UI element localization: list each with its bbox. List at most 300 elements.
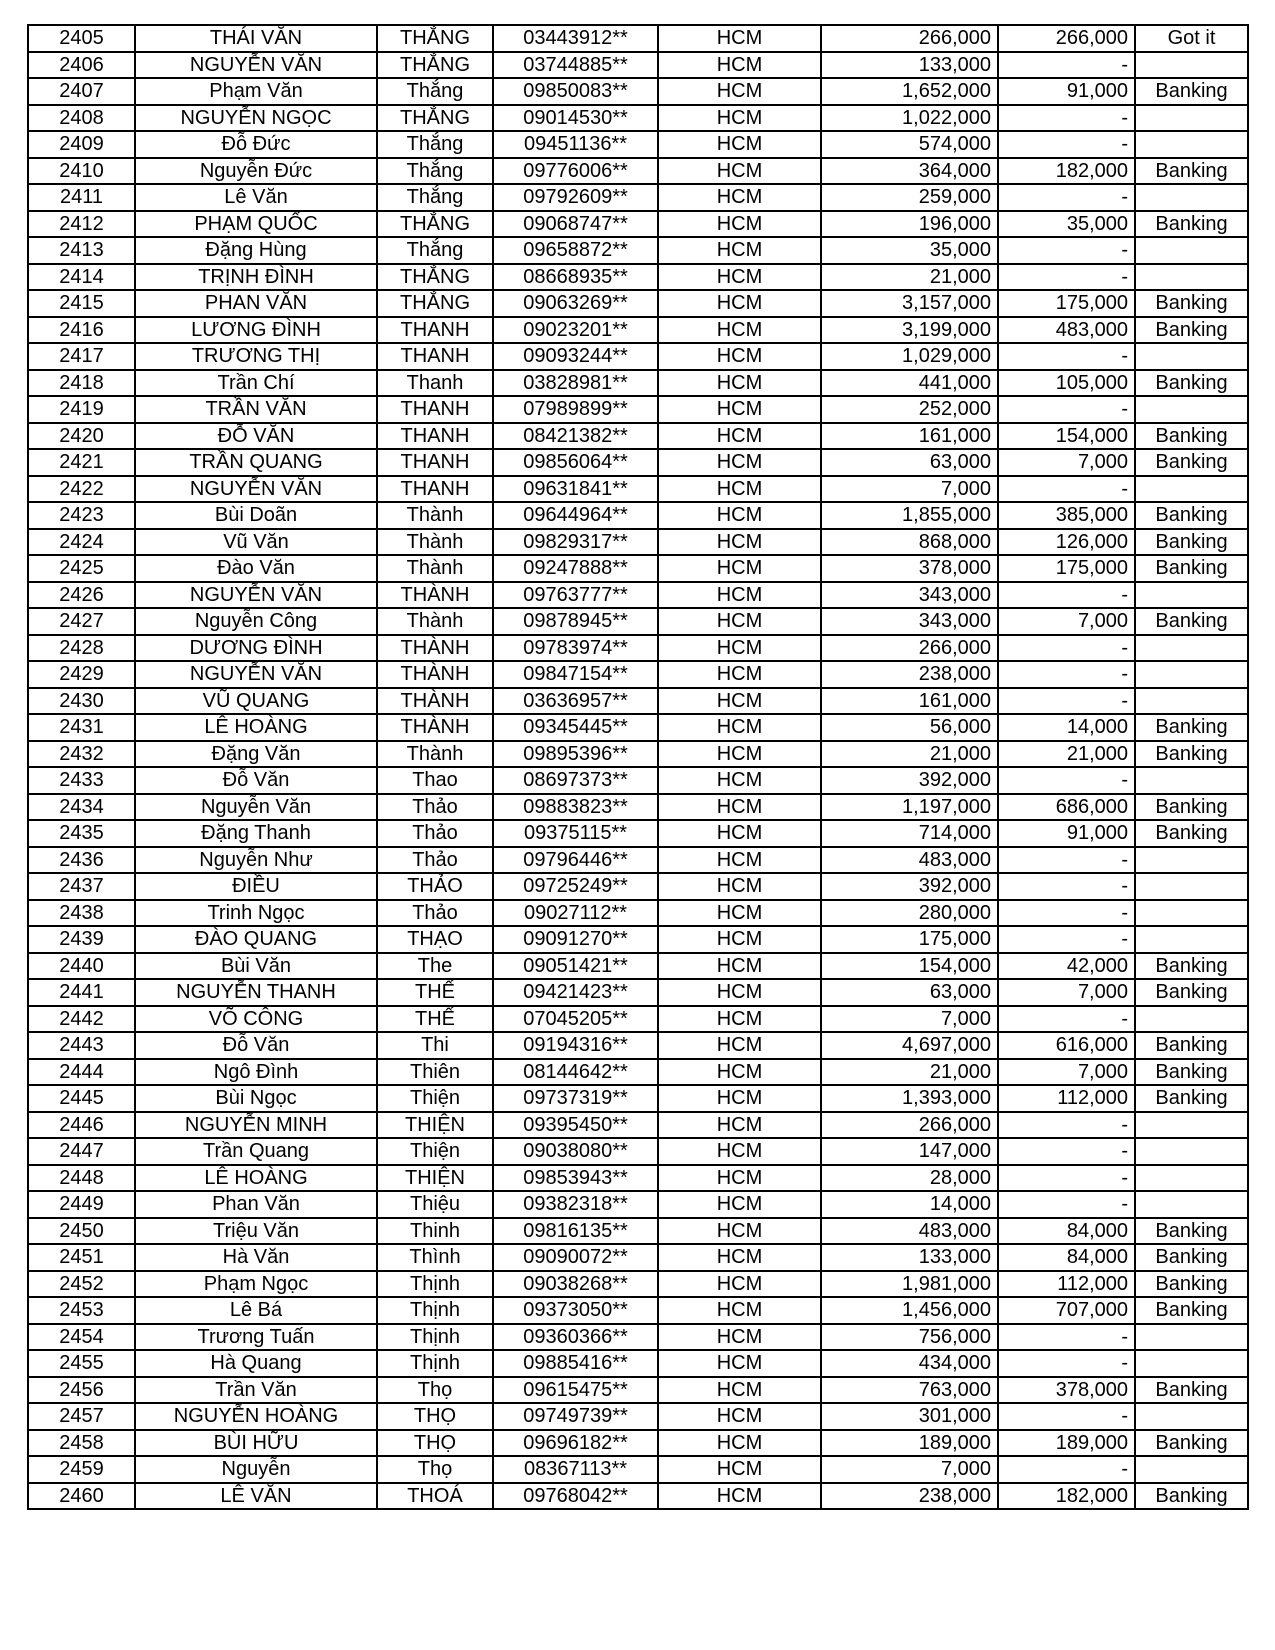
record-number: 2410 <box>28 158 135 185</box>
given-name-cell: THẮNG <box>377 52 493 79</box>
amount-cell: 4,697,000 <box>821 1032 998 1059</box>
surname-cell: Trần Văn <box>135 1377 377 1404</box>
phone-cell: 09091270** <box>493 926 658 953</box>
phone-cell: 09644964** <box>493 502 658 529</box>
paid-cell: 175,000 <box>998 290 1135 317</box>
table-row <box>28 317 1248 344</box>
city-cell: HCM <box>658 370 821 397</box>
surname-cell: TRƯƠNG THỊ <box>135 343 377 370</box>
payment-method-cell <box>1135 873 1248 900</box>
paid-cell: - <box>998 582 1135 609</box>
surname-cell: NGUYỄN MINH <box>135 1112 377 1139</box>
paid-cell: 112,000 <box>998 1085 1135 1112</box>
surname-cell: Phạm Ngọc <box>135 1271 377 1298</box>
surname-cell: TRỊNH ĐÌNH <box>135 264 377 291</box>
surname-cell: Đỗ Văn <box>135 1032 377 1059</box>
record-number: 2439 <box>28 926 135 953</box>
paid-cell: 154,000 <box>998 423 1135 450</box>
payment-method-cell <box>1135 900 1248 927</box>
amount-cell: 7,000 <box>821 476 998 503</box>
phone-cell: 09014530** <box>493 105 658 132</box>
record-number: 2427 <box>28 608 135 635</box>
phone-cell: 09093244** <box>493 343 658 370</box>
table-row <box>28 502 1248 529</box>
phone-cell: 09382318** <box>493 1191 658 1218</box>
paid-cell: - <box>998 52 1135 79</box>
record-number: 2449 <box>28 1191 135 1218</box>
payment-method-cell: Banking <box>1135 529 1248 556</box>
paid-cell: 7,000 <box>998 979 1135 1006</box>
table-row <box>28 1430 1248 1457</box>
payment-method-cell: Banking <box>1135 449 1248 476</box>
surname-cell: LÊ VĂN <box>135 1483 377 1510</box>
phone-cell: 09792609** <box>493 184 658 211</box>
table-row <box>28 158 1248 185</box>
surname-cell: Đặng Văn <box>135 741 377 768</box>
amount-cell: 3,157,000 <box>821 290 998 317</box>
city-cell: HCM <box>658 900 821 927</box>
payment-method-cell <box>1135 661 1248 688</box>
table-row <box>28 1297 1248 1324</box>
record-number: 2409 <box>28 131 135 158</box>
record-number: 2438 <box>28 900 135 927</box>
city-cell: HCM <box>658 979 821 1006</box>
surname-cell: ĐÀO QUANG <box>135 926 377 953</box>
payment-method-cell <box>1135 767 1248 794</box>
table-row <box>28 1456 1248 1483</box>
surname-cell: NGUYỄN VĂN <box>135 661 377 688</box>
amount-cell: 763,000 <box>821 1377 998 1404</box>
surname-cell: ĐIỀU <box>135 873 377 900</box>
surname-cell: Ngô Đình <box>135 1059 377 1086</box>
given-name-cell: THIỆN <box>377 1112 493 1139</box>
record-number: 2413 <box>28 237 135 264</box>
amount-cell: 21,000 <box>821 741 998 768</box>
surname-cell: Trần Quang <box>135 1138 377 1165</box>
amount-cell: 343,000 <box>821 608 998 635</box>
paid-cell: - <box>998 131 1135 158</box>
surname-cell: ĐỖ VĂN <box>135 423 377 450</box>
amount-cell: 364,000 <box>821 158 998 185</box>
paid-cell: - <box>998 1191 1135 1218</box>
table-row <box>28 1112 1248 1139</box>
surname-cell: Trinh Ngọc <box>135 900 377 927</box>
paid-cell: - <box>998 1324 1135 1351</box>
surname-cell: Triệu Văn <box>135 1218 377 1245</box>
phone-cell: 08367113** <box>493 1456 658 1483</box>
table-row <box>28 1244 1248 1271</box>
paid-cell: 35,000 <box>998 211 1135 238</box>
given-name-cell: THANH <box>377 396 493 423</box>
table-row <box>28 105 1248 132</box>
city-cell: HCM <box>658 1403 821 1430</box>
surname-cell: LÊ HOÀNG <box>135 1165 377 1192</box>
city-cell: HCM <box>658 635 821 662</box>
city-cell: HCM <box>658 767 821 794</box>
city-cell: HCM <box>658 608 821 635</box>
phone-cell: 09063269** <box>493 290 658 317</box>
paid-cell: - <box>998 635 1135 662</box>
surname-cell: NGUYỄN NGỌC <box>135 105 377 132</box>
given-name-cell: THẮNG <box>377 290 493 317</box>
given-name-cell: Thiệu <box>377 1191 493 1218</box>
record-number: 2407 <box>28 78 135 105</box>
table-row <box>28 1403 1248 1430</box>
phone-cell: 09816135** <box>493 1218 658 1245</box>
given-name-cell: Thiên <box>377 1059 493 1086</box>
paid-cell: - <box>998 1138 1135 1165</box>
surname-cell: TRẦN VĂN <box>135 396 377 423</box>
paid-cell: 91,000 <box>998 78 1135 105</box>
payment-method-cell <box>1135 1350 1248 1377</box>
amount-cell: 378,000 <box>821 555 998 582</box>
amount-cell: 133,000 <box>821 52 998 79</box>
phone-cell: 09776006** <box>493 158 658 185</box>
amount-cell: 147,000 <box>821 1138 998 1165</box>
table-row <box>28 555 1248 582</box>
amount-cell: 189,000 <box>821 1430 998 1457</box>
amount-cell: 133,000 <box>821 1244 998 1271</box>
amount-cell: 1,197,000 <box>821 794 998 821</box>
table-row <box>28 529 1248 556</box>
city-cell: HCM <box>658 1218 821 1245</box>
record-number: 2452 <box>28 1271 135 1298</box>
payment-method-cell <box>1135 184 1248 211</box>
amount-cell: 434,000 <box>821 1350 998 1377</box>
table-row <box>28 423 1248 450</box>
city-cell: HCM <box>658 1297 821 1324</box>
surname-cell: LƯƠNG ĐÌNH <box>135 317 377 344</box>
amount-cell: 7,000 <box>821 1006 998 1033</box>
city-cell: HCM <box>658 1032 821 1059</box>
given-name-cell: Thảo <box>377 820 493 847</box>
surname-cell: Vũ Văn <box>135 529 377 556</box>
record-number: 2446 <box>28 1112 135 1139</box>
surname-cell: Hà Quang <box>135 1350 377 1377</box>
city-cell: HCM <box>658 926 821 953</box>
amount-cell: 441,000 <box>821 370 998 397</box>
table-row <box>28 714 1248 741</box>
surname-cell: TRẦN QUANG <box>135 449 377 476</box>
payment-method-cell <box>1135 847 1248 874</box>
paid-cell: 189,000 <box>998 1430 1135 1457</box>
city-cell: HCM <box>658 794 821 821</box>
given-name-cell: Thảo <box>377 900 493 927</box>
amount-cell: 1,393,000 <box>821 1085 998 1112</box>
surname-cell: Nguyễn <box>135 1456 377 1483</box>
payment-method-cell <box>1135 635 1248 662</box>
table-row <box>28 635 1248 662</box>
surname-cell: Đỗ Đức <box>135 131 377 158</box>
city-cell: HCM <box>658 1456 821 1483</box>
city-cell: HCM <box>658 820 821 847</box>
record-number: 2416 <box>28 317 135 344</box>
paid-cell: - <box>998 688 1135 715</box>
city-cell: HCM <box>658 78 821 105</box>
given-name-cell: THẮNG <box>377 264 493 291</box>
payment-method-cell <box>1135 1191 1248 1218</box>
amount-cell: 483,000 <box>821 847 998 874</box>
paid-cell: 42,000 <box>998 953 1135 980</box>
city-cell: HCM <box>658 1483 821 1510</box>
paid-cell: 707,000 <box>998 1297 1135 1324</box>
given-name-cell: Thắng <box>377 158 493 185</box>
record-number: 2433 <box>28 767 135 794</box>
table-row <box>28 396 1248 423</box>
payment-method-cell: Banking <box>1135 158 1248 185</box>
record-number: 2460 <box>28 1483 135 1510</box>
surname-cell: BÙI HỮU <box>135 1430 377 1457</box>
record-number: 2444 <box>28 1059 135 1086</box>
amount-cell: 7,000 <box>821 1456 998 1483</box>
payment-method-cell: Banking <box>1135 555 1248 582</box>
payment-method-cell: Banking <box>1135 502 1248 529</box>
phone-cell: 09451136** <box>493 131 658 158</box>
paid-cell: - <box>998 900 1135 927</box>
surname-cell: Nguyễn Văn <box>135 794 377 821</box>
surname-cell: Bùi Doãn <box>135 502 377 529</box>
payment-method-cell: Got it <box>1135 25 1248 52</box>
city-cell: HCM <box>658 1112 821 1139</box>
given-name-cell: THANH <box>377 343 493 370</box>
amount-cell: 238,000 <box>821 661 998 688</box>
amount-cell: 63,000 <box>821 449 998 476</box>
payment-method-cell <box>1135 343 1248 370</box>
paid-cell: 378,000 <box>998 1377 1135 1404</box>
city-cell: HCM <box>658 423 821 450</box>
table-row <box>28 78 1248 105</box>
payment-method-cell: Banking <box>1135 608 1248 635</box>
table-row <box>28 1165 1248 1192</box>
payment-method-cell <box>1135 582 1248 609</box>
paid-cell: 385,000 <box>998 502 1135 529</box>
given-name-cell: Thình <box>377 1244 493 1271</box>
table-row <box>28 688 1248 715</box>
given-name-cell: Thành <box>377 608 493 635</box>
table-row <box>28 953 1248 980</box>
surname-cell: Lê Bá <box>135 1297 377 1324</box>
payment-method-cell: Banking <box>1135 1430 1248 1457</box>
amount-cell: 154,000 <box>821 953 998 980</box>
amount-cell: 714,000 <box>821 820 998 847</box>
paid-cell: 266,000 <box>998 25 1135 52</box>
amount-cell: 56,000 <box>821 714 998 741</box>
city-cell: HCM <box>658 873 821 900</box>
phone-cell: 03443912** <box>493 25 658 52</box>
table-row <box>28 52 1248 79</box>
given-name-cell: Thành <box>377 555 493 582</box>
amount-cell: 266,000 <box>821 25 998 52</box>
given-name-cell: THANH <box>377 423 493 450</box>
paid-cell: - <box>998 1350 1135 1377</box>
record-number: 2455 <box>28 1350 135 1377</box>
surname-cell: Đặng Hùng <box>135 237 377 264</box>
phone-cell: 08421382** <box>493 423 658 450</box>
given-name-cell: THANH <box>377 476 493 503</box>
surname-cell: NGUYỄN VĂN <box>135 52 377 79</box>
given-name-cell: THÀNH <box>377 714 493 741</box>
given-name-cell: Thắng <box>377 78 493 105</box>
city-cell: HCM <box>658 1350 821 1377</box>
given-name-cell: THIỆN <box>377 1165 493 1192</box>
city-cell: HCM <box>658 502 821 529</box>
table-row <box>28 264 1248 291</box>
surname-cell: Đỗ Văn <box>135 767 377 794</box>
amount-cell: 259,000 <box>821 184 998 211</box>
city-cell: HCM <box>658 1244 821 1271</box>
given-name-cell: Thảo <box>377 794 493 821</box>
phone-cell: 09856064** <box>493 449 658 476</box>
given-name-cell: Thinh <box>377 1218 493 1245</box>
payment-method-cell <box>1135 237 1248 264</box>
payment-method-cell <box>1135 926 1248 953</box>
phone-cell: 09023201** <box>493 317 658 344</box>
payment-method-cell <box>1135 396 1248 423</box>
phone-cell: 09421423** <box>493 979 658 1006</box>
surname-cell: Phạm Văn <box>135 78 377 105</box>
record-number: 2418 <box>28 370 135 397</box>
record-number: 2440 <box>28 953 135 980</box>
record-number: 2454 <box>28 1324 135 1351</box>
phone-cell: 09749739** <box>493 1403 658 1430</box>
given-name-cell: THÀNH <box>377 582 493 609</box>
paid-cell: 21,000 <box>998 741 1135 768</box>
paid-cell: 14,000 <box>998 714 1135 741</box>
paid-cell: - <box>998 105 1135 132</box>
given-name-cell: Thiện <box>377 1085 493 1112</box>
paid-cell: 7,000 <box>998 608 1135 635</box>
phone-cell: 09878945** <box>493 608 658 635</box>
table-row <box>28 211 1248 238</box>
surname-cell: NGUYỄN VĂN <box>135 582 377 609</box>
table-row <box>28 1059 1248 1086</box>
payment-method-cell: Banking <box>1135 794 1248 821</box>
given-name-cell: THẮNG <box>377 211 493 238</box>
city-cell: HCM <box>658 661 821 688</box>
amount-cell: 1,855,000 <box>821 502 998 529</box>
phone-cell: 09763777** <box>493 582 658 609</box>
record-number: 2415 <box>28 290 135 317</box>
amount-cell: 252,000 <box>821 396 998 423</box>
amount-cell: 1,981,000 <box>821 1271 998 1298</box>
given-name-cell: Thảo <box>377 847 493 874</box>
amount-cell: 28,000 <box>821 1165 998 1192</box>
paid-cell: 616,000 <box>998 1032 1135 1059</box>
record-number: 2421 <box>28 449 135 476</box>
phone-cell: 09395450** <box>493 1112 658 1139</box>
record-number: 2450 <box>28 1218 135 1245</box>
given-name-cell: THÀNH <box>377 688 493 715</box>
phone-cell: 09038080** <box>493 1138 658 1165</box>
amount-cell: 266,000 <box>821 635 998 662</box>
payment-method-cell: Banking <box>1135 741 1248 768</box>
amount-cell: 161,000 <box>821 423 998 450</box>
record-number: 2436 <box>28 847 135 874</box>
given-name-cell: Thịnh <box>377 1324 493 1351</box>
table-row <box>28 237 1248 264</box>
record-number: 2456 <box>28 1377 135 1404</box>
paid-cell: - <box>998 926 1135 953</box>
city-cell: HCM <box>658 290 821 317</box>
surname-cell: Lê Văn <box>135 184 377 211</box>
record-number: 2419 <box>28 396 135 423</box>
given-name-cell: THẠO <box>377 926 493 953</box>
given-name-cell: THẮNG <box>377 105 493 132</box>
payment-method-cell <box>1135 1165 1248 1192</box>
phone-cell: 09658872** <box>493 237 658 264</box>
city-cell: HCM <box>658 105 821 132</box>
phone-cell: 09885416** <box>493 1350 658 1377</box>
city-cell: HCM <box>658 396 821 423</box>
payment-method-cell <box>1135 476 1248 503</box>
phone-cell: 09829317** <box>493 529 658 556</box>
phone-cell: 09345445** <box>493 714 658 741</box>
table-row <box>28 1218 1248 1245</box>
phone-cell: 08697373** <box>493 767 658 794</box>
table-row <box>28 582 1248 609</box>
given-name-cell: Thọ <box>377 1377 493 1404</box>
city-cell: HCM <box>658 529 821 556</box>
city-cell: HCM <box>658 449 821 476</box>
phone-cell: 09247888** <box>493 555 658 582</box>
amount-cell: 868,000 <box>821 529 998 556</box>
amount-cell: 35,000 <box>821 237 998 264</box>
paid-cell: - <box>998 661 1135 688</box>
payment-method-cell: Banking <box>1135 1218 1248 1245</box>
record-number: 2453 <box>28 1297 135 1324</box>
given-name-cell: THẢO <box>377 873 493 900</box>
record-number: 2422 <box>28 476 135 503</box>
phone-cell: 09027112** <box>493 900 658 927</box>
payment-method-cell: Banking <box>1135 423 1248 450</box>
table-row <box>28 1324 1248 1351</box>
surname-cell: DƯƠNG ĐÌNH <box>135 635 377 662</box>
amount-cell: 756,000 <box>821 1324 998 1351</box>
amount-cell: 392,000 <box>821 873 998 900</box>
payment-method-cell: Banking <box>1135 714 1248 741</box>
amount-cell: 14,000 <box>821 1191 998 1218</box>
record-number: 2441 <box>28 979 135 1006</box>
payment-method-cell <box>1135 1456 1248 1483</box>
payment-method-cell <box>1135 264 1248 291</box>
payment-method-cell: Banking <box>1135 290 1248 317</box>
city-cell: HCM <box>658 317 821 344</box>
given-name-cell: THỌ <box>377 1403 493 1430</box>
table-row <box>28 873 1248 900</box>
phone-cell: 09194316** <box>493 1032 658 1059</box>
city-cell: HCM <box>658 476 821 503</box>
paid-cell: 126,000 <box>998 529 1135 556</box>
surname-cell: Nguyễn Công <box>135 608 377 635</box>
record-number: 2434 <box>28 794 135 821</box>
surname-cell: Đào Văn <box>135 555 377 582</box>
payment-method-cell: Banking <box>1135 1059 1248 1086</box>
record-number: 2451 <box>28 1244 135 1271</box>
record-number: 2437 <box>28 873 135 900</box>
amount-cell: 266,000 <box>821 1112 998 1139</box>
payment-method-cell: Banking <box>1135 979 1248 1006</box>
record-number: 2412 <box>28 211 135 238</box>
surname-cell: PHẠM QUỐC <box>135 211 377 238</box>
payment-method-cell: Banking <box>1135 820 1248 847</box>
amount-cell: 196,000 <box>821 211 998 238</box>
table-row <box>28 131 1248 158</box>
paid-cell: 175,000 <box>998 555 1135 582</box>
amount-cell: 238,000 <box>821 1483 998 1510</box>
given-name-cell: THANH <box>377 449 493 476</box>
paid-cell: 686,000 <box>998 794 1135 821</box>
phone-cell: 09783974** <box>493 635 658 662</box>
